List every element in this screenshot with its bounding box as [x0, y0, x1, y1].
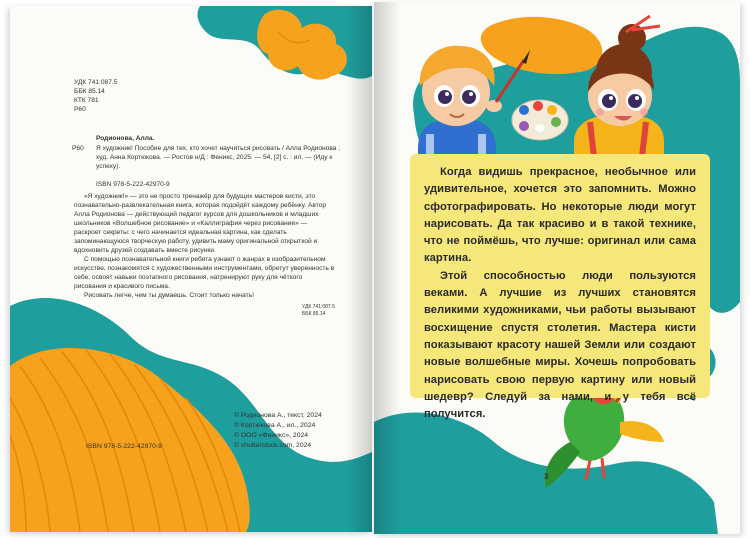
copyright-publisher: © ООО «Феникс», 2024	[234, 432, 309, 439]
left-page	[10, 6, 372, 532]
story-paragraph-1: Когда видишь прекрасное, необычное или удивительное, хочется это запомнить. Можно сфотографировать. Но некоторые люди могут нарисовать. Да так красиво и в такой технике, что не поймёшь, что лучше: оригинал или сама картина.	[424, 166, 696, 265]
isbn-bottom: ISBN 978-5-222-42970-9	[86, 443, 162, 450]
index-code: Р60	[72, 145, 84, 152]
palette-icon	[512, 100, 568, 140]
annotation	[74, 192, 336, 300]
code-author-mark: Р60	[74, 106, 86, 113]
right-page	[374, 2, 740, 534]
story-paragraph-2: Этой способностью люди пользуются веками. А лучшие из лучших становятся великими художниками, чьи работы вызывают восхищение спустя столетия. Мастера кисти показывают красоту нашей Земли или создают новые волшебные миры. Хочешь попробовать нарисовать свою первую картину или новый шедевр? Следуй за нами, и у тебя всё получится.	[424, 269, 696, 421]
copyright-text: © Родионова А., текст, 2024	[234, 412, 322, 419]
small-code-bbk: ББК 85.14	[302, 311, 326, 317]
left-spine-shadow	[346, 6, 372, 532]
story-text-box	[410, 154, 710, 421]
code-ktk: КТК 781	[74, 97, 99, 104]
right-spine-shadow	[374, 2, 400, 534]
copyright-illustrations: © Кортюкова А., ил., 2024	[234, 422, 316, 429]
page-number: 3	[544, 472, 549, 481]
orange-blob-top-right	[481, 17, 602, 74]
author-name: Родионова, Алла.	[96, 135, 155, 142]
copyright-shutterstock: © shutterstock.com, 2024	[234, 442, 312, 449]
annotation-paragraph-1: «Я художник!» — это не просто тренажёр для будущих мастеров кисти, это познавательно-развлекательная книга, которая подойдёт каждому ребёнку. Автор Алла Родионова — действующий педагог курсов для дошкольников и младших школьников «Волшебное рисование» и «Каллиграфия через рисование» — раскроет секреты: с чего начинается идеальная картина, как сделать запоминающуюся творческую работу, удивить маму оригинальной открыткой и вдохновить друзей создавать вместе рисунки.	[74, 193, 327, 254]
code-bbk: ББК 85.14	[74, 88, 105, 95]
annotation-paragraph-2: С помощью познавательной книги ребята узнают о жанрах в изобразительном искусстве, познакомятся с художественными инструментами, обретут уверенность в себе, освоят навыки поэтапного рисования, натренируют руку для чёткого рисования и красивого письма.	[74, 256, 335, 290]
small-code-udk: УДК 741:087.5	[302, 304, 335, 310]
small-codes	[302, 304, 335, 318]
classification-codes	[74, 78, 117, 114]
bibliographic-record: Я художник! Пособие для тех, кто хочет научиться рисовать / Алла Родионова ; худ. Анна Кортюкова. — Ростов н/Д : Феникс, 2025. — 54, [2] с. : ил. — (Иду к успеху).	[96, 145, 341, 170]
copyright-list	[234, 411, 322, 451]
isbn-top: ISBN 978-5-222-42970-9	[96, 181, 170, 188]
annotation-paragraph-3: Рисовать легче, чем ты думаешь. Стоит только начать!	[84, 292, 254, 299]
code-udk: УДК 741:087.5	[74, 79, 118, 86]
